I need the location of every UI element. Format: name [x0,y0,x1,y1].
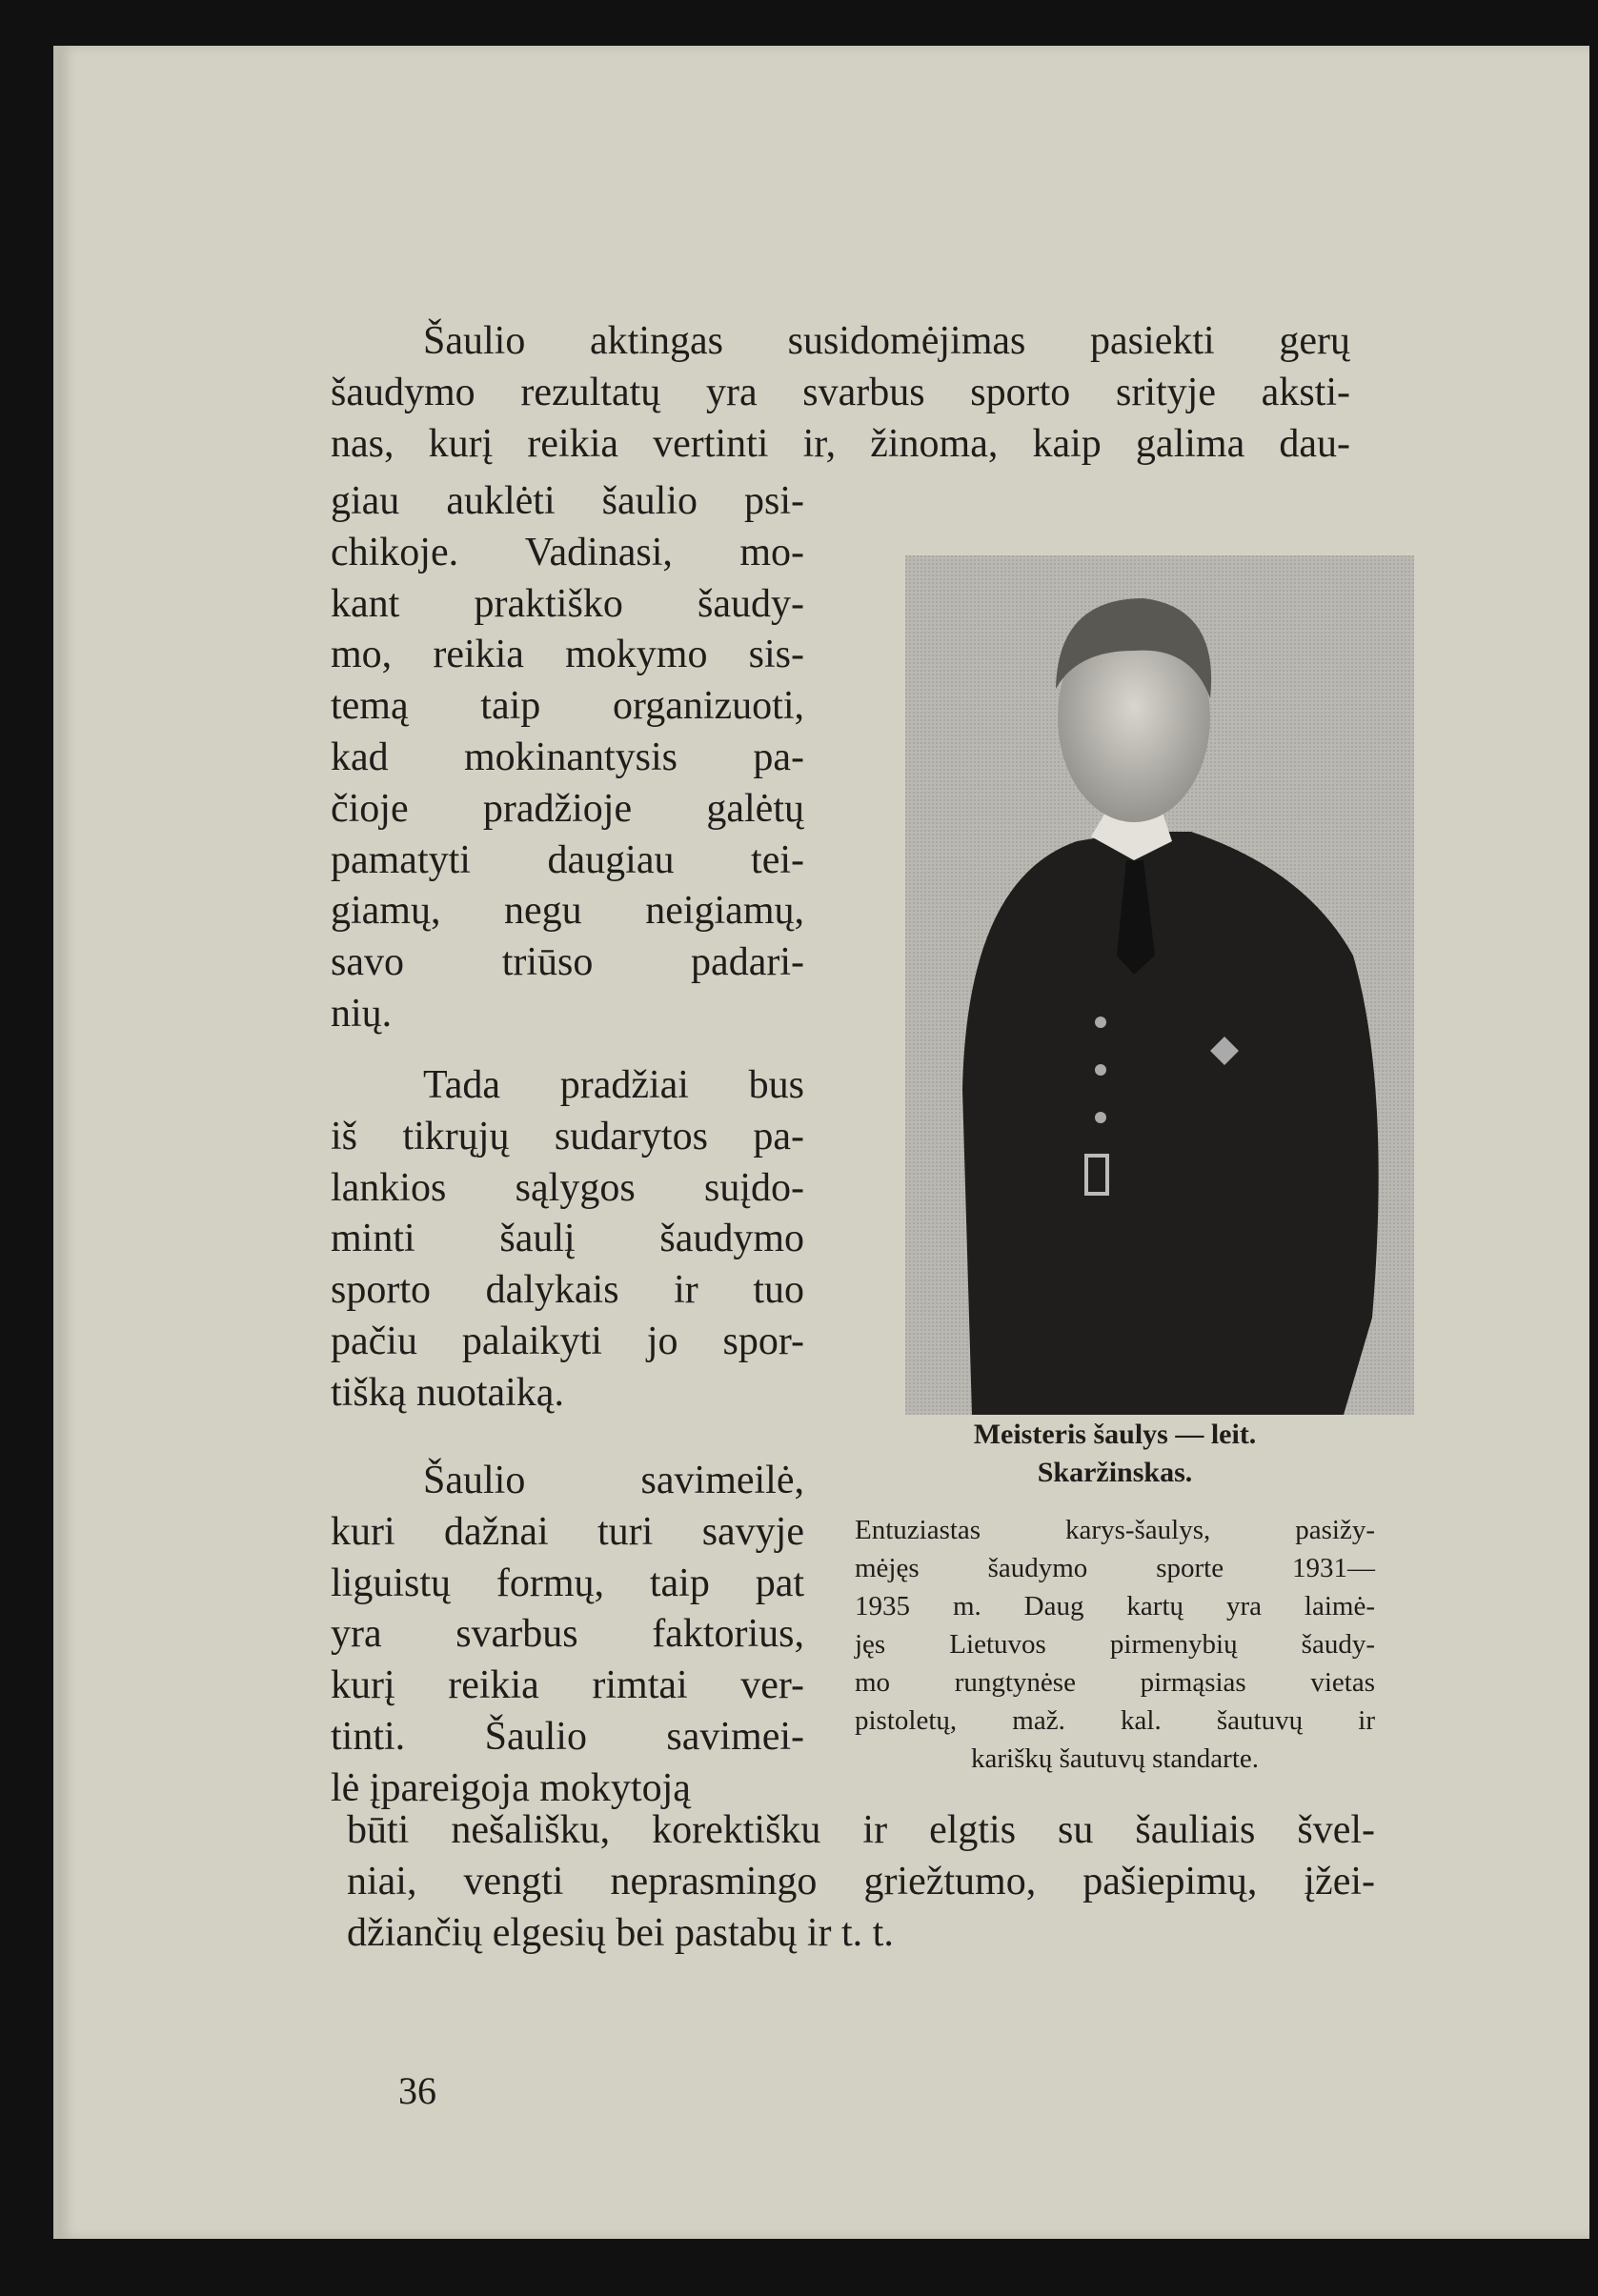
text-line: lankios sąlygos suįdo- [331,1165,804,1210]
text-line: giamų, negu neigiamų, [331,889,804,934]
text-line: chikoje. Vadinasi, mo- [331,530,804,574]
portrait-photo [905,555,1414,1415]
caption-text: 1935 m. Daug kartų yra laimė- [855,1591,1375,1621]
text-line: mo, reikia mokymo sis- [331,633,804,677]
text-line: džiančių elgesių bei pastabų ir t. t. [347,1910,894,1955]
text-line: kurį reikia rimtai ver- [331,1663,804,1708]
text-line: nių. [331,992,393,1036]
text-line: savo triūso padari- [331,940,804,985]
text-line: yra svarbus faktorius, [331,1612,804,1657]
text-line: Šaulio aktingas susidomėjimas pasiekti gerų [423,319,1350,363]
text-line: kad mokinantysis pa- [331,735,804,779]
text-line: tinti. Šaulio savimei- [331,1715,804,1759]
text-line: tišką nuotaiką. [331,1370,564,1415]
caption-title: Meisteris šaulys — leit. [973,1419,1257,1450]
text-line: iš tikrųjų sudarytos pa- [331,1114,804,1158]
book-page [53,46,1589,2239]
text-line: sporto dalykais ir tuo [331,1268,804,1313]
text-line: nas, kurį reikia vertinti ir, žinoma, kaip galima dau- [331,421,1350,466]
text-line: čioje pradžioje galėtų [331,786,804,831]
text-line: pamatyti daugiau tei- [331,837,804,882]
text-line: liguistų formų, taip pat [331,1561,804,1605]
caption-text: mėjęs šaudymo sporte 1931— [855,1553,1375,1583]
text-line: niai, vengti neprasmingo griežtumo, pašiepimų, įžei- [347,1859,1375,1903]
caption-text: kariškų šautuvų standarte. [970,1743,1259,1774]
text-line: Šaulio savimeilė, [423,1459,804,1502]
text-line: šaudymo rezultatų yra svarbus sporto srityje aksti- [331,370,1350,414]
text-line: kant praktiško šaudy- [331,581,804,626]
caption-text: mo rungtynėse pirmąsias vietas [855,1667,1375,1698]
text-line: giau auklėti šaulio psi- [331,479,804,523]
text-line: pačiu palaikyti jo spor- [331,1319,804,1363]
caption-text: Entuziastas karys-šaulys, pasižy- [855,1515,1375,1545]
page-number: 36 [398,2069,436,2112]
text-line: kuri dažnai turi savyje [331,1509,804,1554]
text-line: Tada pradžiai bus [423,1063,804,1107]
text-line: būti nešališku, korektišku ir elgtis su šauliais švel- [347,1808,1375,1852]
text-line: temą taip organizuoti, [331,684,804,729]
caption-title: Skaržinskas. [1037,1457,1193,1488]
text-line: minti šaulį šaudymo [331,1217,804,1261]
caption-text: jęs Lietuvos pirmenybių šaudy- [855,1629,1375,1660]
text-line: lė įpareigoja mokytoją [331,1765,691,1810]
caption-text: pistoletų, maž. kal. šautuvų ir [855,1705,1375,1736]
